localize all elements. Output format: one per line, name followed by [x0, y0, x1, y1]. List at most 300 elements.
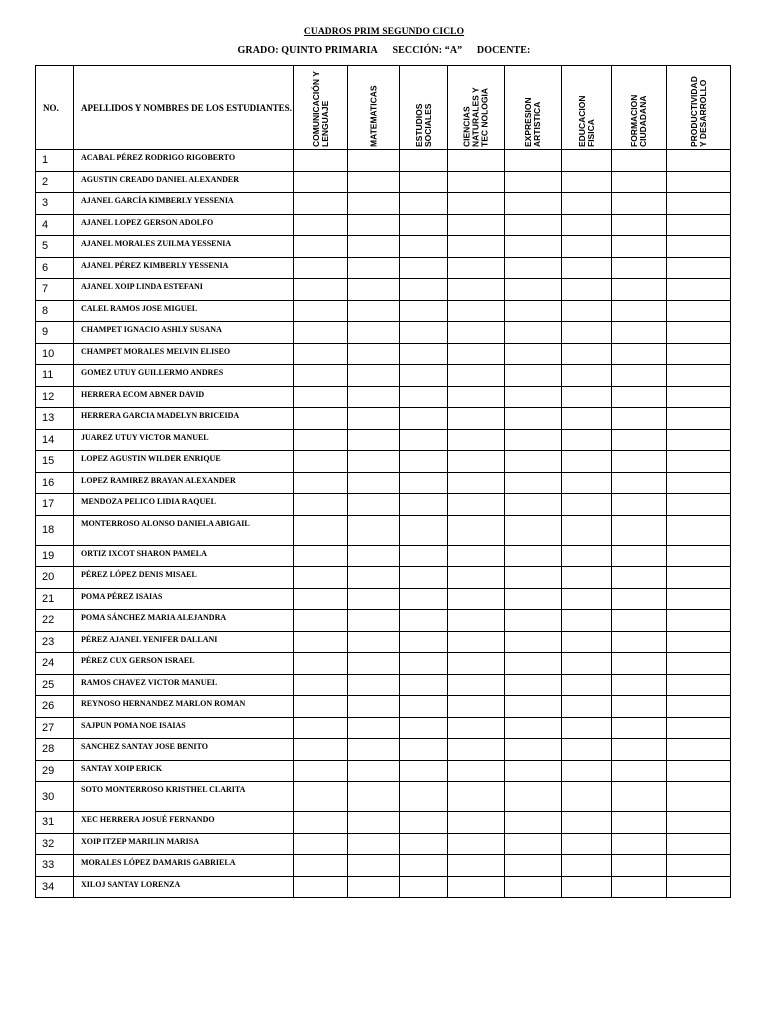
- grade-cell: [348, 257, 400, 279]
- student-name: XILOJ SANTAY LORENZA: [74, 876, 294, 898]
- grade-cell: [612, 494, 667, 516]
- student-number: 10: [36, 343, 74, 365]
- grade-cell: [348, 214, 400, 236]
- grade-cell: [667, 515, 731, 545]
- grade-cell: [612, 696, 667, 718]
- grade-cell: [562, 567, 612, 589]
- header-subject-ciencias-naturales: [448, 66, 505, 150]
- grade-cell: [505, 494, 562, 516]
- grade-cell: [505, 193, 562, 215]
- student-number: 5: [36, 236, 74, 258]
- grade-cell: [505, 300, 562, 322]
- grade-cell: [294, 429, 348, 451]
- grade-cell: [448, 833, 505, 855]
- grade-cell: [562, 653, 612, 675]
- student-number: 21: [36, 588, 74, 610]
- header-subject-educacion-fisica: [562, 66, 612, 150]
- grade-cell: [348, 451, 400, 473]
- table-row: [36, 812, 731, 834]
- student-name: PÉREZ CUX GERSON ISRAEL: [74, 653, 294, 675]
- table-row: [36, 343, 731, 365]
- grade-cell: [612, 193, 667, 215]
- student-number: 11: [36, 365, 74, 387]
- grade-cell: [294, 236, 348, 258]
- grade-cell: [667, 214, 731, 236]
- grade-cell: [294, 343, 348, 365]
- grade-cell: [612, 588, 667, 610]
- grade-cell: [505, 343, 562, 365]
- grade-cell: [505, 760, 562, 782]
- grade-cell: [294, 545, 348, 567]
- grade-cell: [667, 696, 731, 718]
- grade-cell: [562, 171, 612, 193]
- grade-cell: [612, 653, 667, 675]
- grade-cell: [667, 365, 731, 387]
- grade-cell: [562, 257, 612, 279]
- grade-cell: [505, 610, 562, 632]
- grade-cell: [348, 610, 400, 632]
- grade-cell: [348, 515, 400, 545]
- grade-cell: [348, 760, 400, 782]
- grade-cell: [448, 567, 505, 589]
- grade-cell: [448, 365, 505, 387]
- grade-cell: [562, 674, 612, 696]
- grade-cell: [612, 300, 667, 322]
- student-name: AJANEL PÉREZ KIMBERLY YESSENIA: [74, 257, 294, 279]
- grade-cell: [612, 451, 667, 473]
- grade-cell: [348, 171, 400, 193]
- grade-cell: [667, 631, 731, 653]
- grade-cell: [448, 279, 505, 301]
- grade-cell: [448, 717, 505, 739]
- grade-cell: [505, 782, 562, 812]
- grade-cell: [612, 343, 667, 365]
- student-name: LOPEZ RAMIREZ BRAYAN ALEXANDER: [74, 472, 294, 494]
- table-row: [36, 494, 731, 516]
- grade-cell: [667, 236, 731, 258]
- grade-cell: [505, 812, 562, 834]
- grade-cell: [448, 494, 505, 516]
- table-row: [36, 236, 731, 258]
- grade-cell: [612, 429, 667, 451]
- grade-cell: [400, 855, 448, 877]
- grade-cell: [348, 782, 400, 812]
- grade-cell: [505, 429, 562, 451]
- table-row: [36, 214, 731, 236]
- grade-cell: [667, 386, 731, 408]
- grade-cell: [294, 257, 348, 279]
- grade-cell: [505, 236, 562, 258]
- grade-cell: [505, 472, 562, 494]
- grade-cell: [348, 494, 400, 516]
- grade-cell: [505, 386, 562, 408]
- grade-cell: [612, 257, 667, 279]
- grade-cell: [348, 150, 400, 172]
- grade-cell: [400, 653, 448, 675]
- grade-cell: [667, 653, 731, 675]
- grade-cell: [294, 674, 348, 696]
- table-row: [36, 257, 731, 279]
- header-student-names: APELLIDOS Y NOMBRES DE LOS ESTUDIANTES.: [74, 66, 294, 150]
- grade-cell: [505, 696, 562, 718]
- grade-cell: [562, 545, 612, 567]
- grade-cell: [348, 631, 400, 653]
- grade-cell: [667, 782, 731, 812]
- student-name: HERRERA ECOM ABNER DAVID: [74, 386, 294, 408]
- grade-cell: [400, 588, 448, 610]
- grade-cell: [505, 214, 562, 236]
- grade-cell: [400, 760, 448, 782]
- grade-cell: [400, 876, 448, 898]
- grade-cell: [348, 833, 400, 855]
- grade-cell: [612, 833, 667, 855]
- grade-cell: [294, 610, 348, 632]
- student-number: 17: [36, 494, 74, 516]
- grade-cell: [667, 876, 731, 898]
- student-name: CALEL RAMOS JOSE MIGUEL: [74, 300, 294, 322]
- student-name: RAMOS CHAVEZ VICTOR MANUEL: [74, 674, 294, 696]
- grade-cell: [348, 386, 400, 408]
- student-name: SANCHEZ SANTAY JOSE BENITO: [74, 739, 294, 761]
- student-number: 22: [36, 610, 74, 632]
- student-number: 6: [36, 257, 74, 279]
- grade-cell: [562, 429, 612, 451]
- grade-cell: [448, 782, 505, 812]
- grade-cell: [294, 386, 348, 408]
- student-number: 8: [36, 300, 74, 322]
- grade-cell: [400, 545, 448, 567]
- student-name: GOMEZ UTUY GUILLERMO ANDRES: [74, 365, 294, 387]
- grade-cell: [448, 855, 505, 877]
- grade-cell: [348, 812, 400, 834]
- grade-cell: [612, 610, 667, 632]
- document-subtitle: [0, 45, 768, 56]
- grade-cell: [294, 717, 348, 739]
- table-row: [36, 279, 731, 301]
- table-row: [36, 674, 731, 696]
- grade-cell: [294, 494, 348, 516]
- grade-cell: [562, 193, 612, 215]
- grade-cell: [667, 610, 731, 632]
- document-title-text: CUADROS PRIM SEGUNDO CICLO: [303, 27, 465, 37]
- grade-cell: [612, 322, 667, 344]
- student-name: ORTIZ IXCOT SHARON PAMELA: [74, 545, 294, 567]
- grade-cell: [448, 257, 505, 279]
- grade-cell: [448, 451, 505, 473]
- grade-cell: [294, 782, 348, 812]
- grade-cell: [612, 782, 667, 812]
- student-name: LOPEZ AGUSTIN WILDER ENRIQUE: [74, 451, 294, 473]
- grade-cell: [294, 365, 348, 387]
- student-number: 4: [36, 214, 74, 236]
- grade-cell: [448, 386, 505, 408]
- grade-cell: [505, 150, 562, 172]
- student-name: AJANEL XOIP LINDA ESTEFANI: [74, 279, 294, 301]
- subject-label: CIENCIAS NATURALES Y TEC NOLOGIA: [461, 86, 490, 147]
- table-row: [36, 193, 731, 215]
- grade-cell: [612, 739, 667, 761]
- grade-cell: [612, 760, 667, 782]
- grade-cell: [294, 567, 348, 589]
- grade-cell: [294, 631, 348, 653]
- grade-cell: [667, 760, 731, 782]
- grade-cell: [562, 631, 612, 653]
- subject-label: PRODUCTIVIDAD Y DESARROLLO: [688, 75, 708, 147]
- grade-cell: [448, 408, 505, 430]
- subject-label: FORMACION CIUDADANA: [629, 94, 648, 147]
- grade-cell: [448, 193, 505, 215]
- grade-cell: [294, 760, 348, 782]
- grade-cell: [348, 855, 400, 877]
- grade-cell: [448, 236, 505, 258]
- grade-cell: [612, 717, 667, 739]
- student-rows: [36, 150, 731, 898]
- grade-cell: [505, 717, 562, 739]
- student-number: 31: [36, 812, 74, 834]
- table-row: [36, 451, 731, 473]
- grade-cell: [612, 545, 667, 567]
- grade-cell: [448, 653, 505, 675]
- grade-cell: [667, 451, 731, 473]
- table-row: [36, 150, 731, 172]
- grade-cell: [562, 855, 612, 877]
- grades-table: [35, 65, 731, 898]
- grade-cell: [448, 760, 505, 782]
- grade-cell: [612, 472, 667, 494]
- grade-cell: [448, 300, 505, 322]
- grade-cell: [400, 567, 448, 589]
- subject-label: EDUCACION FISICA: [576, 95, 596, 147]
- grade-cell: [612, 150, 667, 172]
- grade-cell: [562, 494, 612, 516]
- grade-cell: [448, 322, 505, 344]
- grade-cell: [562, 451, 612, 473]
- grade-cell: [448, 812, 505, 834]
- header-no: NO.: [36, 66, 74, 150]
- seccion-label: SECCIÓN: “A”: [392, 45, 463, 56]
- grade-cell: [400, 451, 448, 473]
- table-row: [36, 653, 731, 675]
- grade-cell: [562, 760, 612, 782]
- student-number: 25: [36, 674, 74, 696]
- grade-cell: [667, 257, 731, 279]
- grade-cell: [612, 631, 667, 653]
- grade-cell: [505, 545, 562, 567]
- subject-label: COMUNICACIÓN Y LENGUAJE: [310, 70, 330, 147]
- grade-cell: [562, 515, 612, 545]
- grade-cell: [294, 150, 348, 172]
- grade-cell: [505, 515, 562, 545]
- grade-cell: [294, 408, 348, 430]
- grade-cell: [505, 588, 562, 610]
- student-name: CHAMPET IGNACIO ASHLY SUSANA: [74, 322, 294, 344]
- student-name: XOIP ITZEP MARILIN MARISA: [74, 833, 294, 855]
- grade-cell: [562, 279, 612, 301]
- table-row: [36, 386, 731, 408]
- student-name: POMA SÁNCHEZ MARIA ALEJANDRA: [74, 610, 294, 632]
- grade-cell: [505, 631, 562, 653]
- table-row: [36, 515, 731, 545]
- grade-cell: [294, 812, 348, 834]
- student-number: 1: [36, 150, 74, 172]
- grade-cell: [667, 150, 731, 172]
- student-number: 2: [36, 171, 74, 193]
- table-row: [36, 408, 731, 430]
- grade-cell: [505, 855, 562, 877]
- student-name: JUAREZ UTUY VICTOR MANUEL: [74, 429, 294, 451]
- grade-cell: [562, 343, 612, 365]
- grade-cell: [400, 257, 448, 279]
- grade-cell: [400, 717, 448, 739]
- grade-cell: [667, 279, 731, 301]
- grade-cell: [294, 171, 348, 193]
- grade-cell: [505, 674, 562, 696]
- grade-cell: [612, 386, 667, 408]
- grade-cell: [400, 408, 448, 430]
- grade-cell: [348, 193, 400, 215]
- grade-cell: [400, 812, 448, 834]
- grade-cell: [348, 429, 400, 451]
- grade-cell: [348, 279, 400, 301]
- grade-cell: [612, 365, 667, 387]
- student-name: PÉREZ LÓPEZ DENIS MISAEL: [74, 567, 294, 589]
- student-number: 33: [36, 855, 74, 877]
- grade-cell: [667, 472, 731, 494]
- grade-cell: [667, 567, 731, 589]
- grade-cell: [562, 322, 612, 344]
- student-number: 9: [36, 322, 74, 344]
- grade-cell: [667, 408, 731, 430]
- student-name: AJANEL GARCÍA KIMBERLY YESSENIA: [74, 193, 294, 215]
- grade-cell: [562, 408, 612, 430]
- table-row: [36, 739, 731, 761]
- grade-cell: [612, 408, 667, 430]
- student-name: SANTAY XOIP ERICK: [74, 760, 294, 782]
- student-name: MONTERROSO ALONSO DANIELA ABIGAIL: [74, 515, 294, 545]
- student-name: AGUSTIN CREADO DANIEL ALEXANDER: [74, 171, 294, 193]
- header-subject-formacion-ciudadana: [612, 66, 667, 150]
- table-row: [36, 717, 731, 739]
- grade-cell: [667, 545, 731, 567]
- grade-cell: [400, 739, 448, 761]
- grade-cell: [448, 876, 505, 898]
- student-number: 16: [36, 472, 74, 494]
- grade-cell: [505, 739, 562, 761]
- grade-cell: [667, 494, 731, 516]
- student-number: 26: [36, 696, 74, 718]
- grade-cell: [448, 739, 505, 761]
- grade-cell: [448, 515, 505, 545]
- grade-cell: [400, 515, 448, 545]
- header-subject-expresion-artistica: [505, 66, 562, 150]
- grade-cell: [562, 386, 612, 408]
- grade-cell: [562, 588, 612, 610]
- student-name: ACABAL PÉREZ RODRIGO RIGOBERTO: [74, 150, 294, 172]
- grade-cell: [612, 236, 667, 258]
- student-name: HERRERA GARCIA MADELYN BRICEIDA: [74, 408, 294, 430]
- grade-cell: [400, 300, 448, 322]
- grade-cell: [400, 494, 448, 516]
- grade-cell: [400, 386, 448, 408]
- grade-cell: [562, 472, 612, 494]
- grade-cell: [667, 300, 731, 322]
- table-row: [36, 631, 731, 653]
- document-title: [0, 27, 768, 37]
- grade-cell: [505, 322, 562, 344]
- grade-cell: [348, 567, 400, 589]
- grade-cell: [294, 279, 348, 301]
- grade-cell: [294, 876, 348, 898]
- student-number: 13: [36, 408, 74, 430]
- table-row: [36, 782, 731, 812]
- grade-cell: [667, 588, 731, 610]
- grade-cell: [612, 567, 667, 589]
- grade-cell: [505, 365, 562, 387]
- grade-cell: [294, 451, 348, 473]
- grade-cell: [294, 833, 348, 855]
- grade-cell: [505, 833, 562, 855]
- grade-cell: [562, 150, 612, 172]
- table-row: [36, 322, 731, 344]
- grade-cell: [348, 472, 400, 494]
- table-row: [36, 171, 731, 193]
- student-name: AJANEL LOPEZ GERSON ADOLFO: [74, 214, 294, 236]
- grade-cell: [400, 236, 448, 258]
- grade-cell: [294, 588, 348, 610]
- grade-cell: [448, 674, 505, 696]
- grade-cell: [505, 408, 562, 430]
- grade-cell: [505, 279, 562, 301]
- table-row: [36, 610, 731, 632]
- student-name: MORALES LÓPEZ DAMARIS GABRIELA: [74, 855, 294, 877]
- grade-cell: [667, 833, 731, 855]
- grade-cell: [348, 343, 400, 365]
- grade-cell: [448, 150, 505, 172]
- grade-cell: [505, 171, 562, 193]
- grade-cell: [348, 696, 400, 718]
- grade-cell: [667, 193, 731, 215]
- header-subject-estudios-sociales: [400, 66, 448, 150]
- student-number: 12: [36, 386, 74, 408]
- grade-cell: [348, 236, 400, 258]
- student-number: 30: [36, 782, 74, 812]
- grade-cell: [667, 739, 731, 761]
- grade-cell: [562, 300, 612, 322]
- grade-cell: [448, 588, 505, 610]
- student-name: XEC HERRERA JOSUÉ FERNANDO: [74, 812, 294, 834]
- grade-cell: [562, 717, 612, 739]
- grade-cell: [400, 472, 448, 494]
- grade-cell: [400, 696, 448, 718]
- grade-cell: [448, 631, 505, 653]
- grade-cell: [667, 322, 731, 344]
- grade-cell: [562, 214, 612, 236]
- student-number: 20: [36, 567, 74, 589]
- table-row: [36, 588, 731, 610]
- grade-cell: [400, 193, 448, 215]
- table-row: [36, 855, 731, 877]
- grade-cell: [294, 855, 348, 877]
- grade-cell: [348, 300, 400, 322]
- table-row: [36, 833, 731, 855]
- grade-cell: [400, 631, 448, 653]
- grade-cell: [400, 171, 448, 193]
- grade-cell: [348, 588, 400, 610]
- grade-cell: [667, 429, 731, 451]
- grade-cell: [448, 545, 505, 567]
- student-number: 14: [36, 429, 74, 451]
- grade-cell: [562, 833, 612, 855]
